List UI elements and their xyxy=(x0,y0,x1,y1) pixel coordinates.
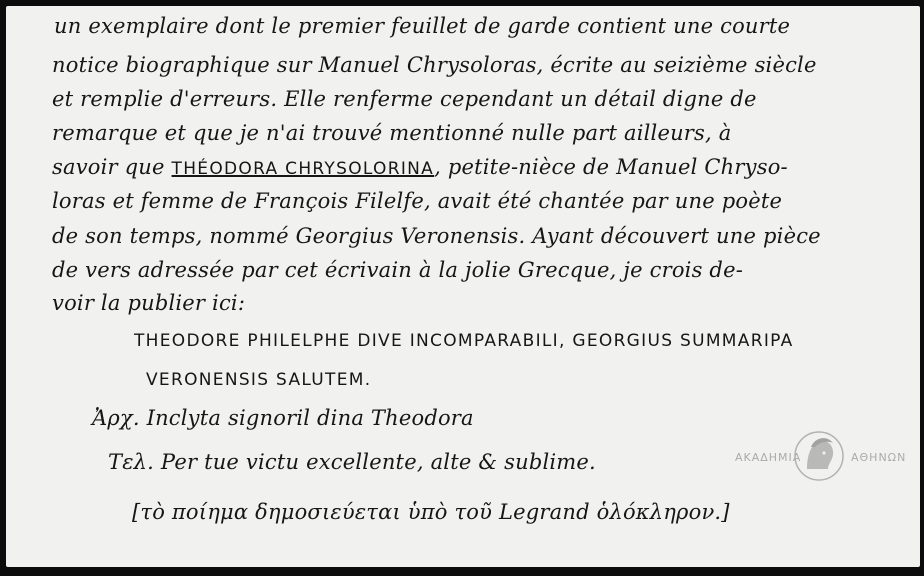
underlined-name: THÉODORA CHRYSOLORINA xyxy=(171,159,435,179)
verse-line-2: Τελ. Per tue victu excellente, alte & sublime. xyxy=(108,450,596,474)
text-line-8: de vers adressée par cet écrivain à la jolie Grecque, je crois de- xyxy=(52,258,744,282)
verse-heading-1: THEODORE PHILELPHE DIVE INCOMPARABILI, GEORGIUS SUMMARIPA xyxy=(134,331,794,351)
text-line-9: voir la publier ici: xyxy=(52,291,246,315)
text-line-3: et remplie d'erreurs. Elle renferme cependant un détail digne de xyxy=(52,87,757,111)
text-line-5-suffix: , petite-nièce de Manuel Chryso- xyxy=(434,155,788,179)
watermark-text-left: ΑΚΑΔΗΜΙΑ xyxy=(735,451,802,464)
athena-head-icon xyxy=(793,429,845,483)
text-line-1: un exemplaire dont le premier feuillet de garde contient une courte xyxy=(54,14,791,38)
text-line-5-prefix: savoir que xyxy=(52,155,165,179)
academy-watermark xyxy=(735,429,915,483)
text-line-5 xyxy=(52,155,788,179)
archive-card xyxy=(6,6,920,567)
verse-line-1: Ἀρχ. Inclyta signoril dina Theodora xyxy=(92,406,474,430)
text-line-6: loras et femme de François Filelfe, avait été chantée par une poète xyxy=(52,189,783,213)
watermark-text-right: ΑΘΗΝΩΝ xyxy=(851,451,907,464)
text-line-4: remarque et que je n'ai trouvé mentionné nulle part ailleurs, à xyxy=(52,121,732,145)
bracketed-note: [τὸ ποίημα δημοσιεύεται ὑπὸ τοῦ Legrand ὁλόκληρον.] xyxy=(132,500,730,524)
verse-heading-2: VERONENSIS SALUTEM. xyxy=(146,370,372,390)
text-line-2: notice biographique sur Manuel Chrysoloras, écrite au seizième siècle xyxy=(52,53,817,77)
text-line-7: de son temps, nommé Georgius Veronensis. Ayant découvert une pièce xyxy=(52,224,821,248)
